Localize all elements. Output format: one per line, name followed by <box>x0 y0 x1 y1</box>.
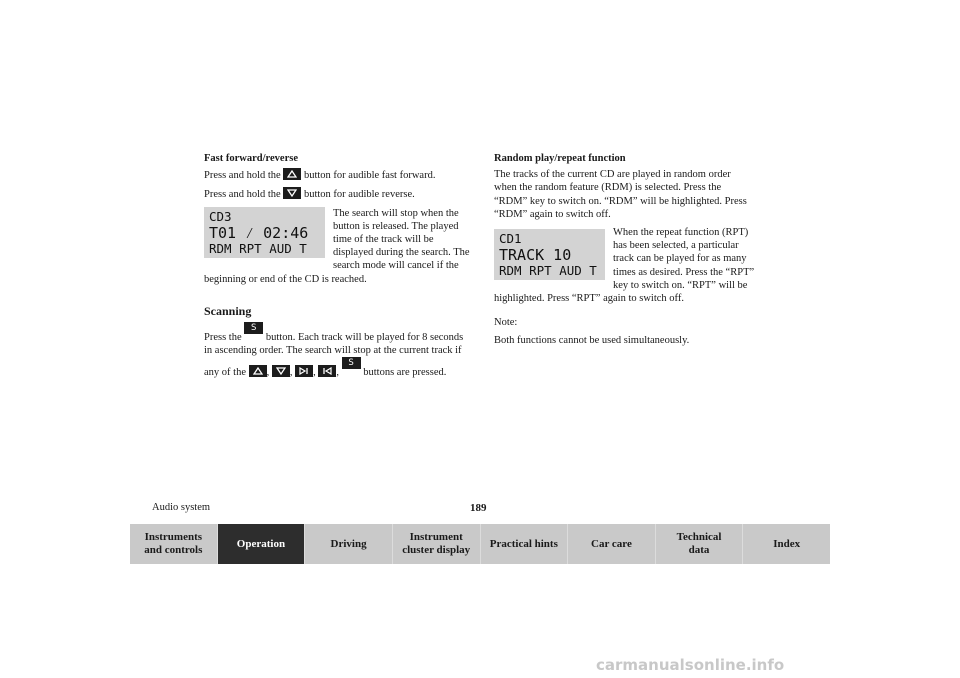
lcd-line-3: RDM RPT AUD T <box>209 240 307 256</box>
random-text: The tracks of the current CD are played in random order when the random feature (RDM) is selected. Press the “RDM” key to switch on. “RDM” will be highlighted. Press “RDM” again to switch off. <box>494 169 747 220</box>
down-arrow-icon <box>283 187 301 199</box>
note-text: Both functions cannot be used simultaneously. <box>494 335 690 347</box>
section-title: Audio system <box>152 502 211 513</box>
lcd-line-1: CD3 <box>209 208 232 224</box>
tab-index[interactable]: Index <box>743 524 830 564</box>
chapter-nav-bar <box>130 524 830 564</box>
up-arrow-icon <box>249 365 267 377</box>
heading-fast-forward: Fast forward/reverse <box>204 153 298 164</box>
note-label: Note: <box>494 317 518 329</box>
repeat-text: When the repeat function (RPT) has been selected, a particular track can be played for as many times as desired. Press the “RPT” key to switch on. “RPT” will be highlighted. Press “RPT” again to switch off. <box>494 227 755 305</box>
tab-technical-data[interactable]: Technical data <box>656 524 744 564</box>
tab-instrument-cluster-display[interactable]: Instrument cluster display <box>393 524 481 564</box>
tab-car-care[interactable]: Car care <box>568 524 656 564</box>
down-arrow-icon <box>272 365 290 377</box>
skip-back-icon <box>318 365 336 377</box>
fast-forward-text: Press and hold the button for audible fast forward. <box>204 170 436 182</box>
sc-button-icon: S C <box>342 357 361 369</box>
tab-practical-hints[interactable]: Practical hints <box>481 524 569 564</box>
tab-driving[interactable]: Driving <box>305 524 393 564</box>
left-column <box>204 152 470 385</box>
search-text: The search will stop when the button is released. The played time of the track will be displayed during the search. The search mode will cancel if the beginning or end of the CD is reached. <box>204 207 470 285</box>
lcd-display-cd3 <box>204 207 325 258</box>
watermark: carmanualsonline.info <box>596 656 785 674</box>
heading-scanning: Scanning <box>204 303 252 318</box>
sc-button-icon: S C <box>244 322 263 334</box>
heading-random-repeat: Random play/repeat function <box>494 153 626 164</box>
tab-operation[interactable]: Operation <box>218 524 306 564</box>
lcd-display-cd1 <box>494 229 605 280</box>
right-column <box>494 152 756 353</box>
skip-forward-icon <box>295 365 313 377</box>
lcd-line-1: CD1 <box>499 231 522 247</box>
page-number: 189 <box>470 502 487 514</box>
up-arrow-icon <box>283 168 301 180</box>
reverse-text: Press and hold the button for audible reverse. <box>204 189 415 201</box>
tab-instruments-controls[interactable]: Instruments and controls <box>130 524 218 564</box>
lcd-line-3: RDM RPT AUD T <box>499 263 597 279</box>
lcd-line-2: TRACK 10 <box>499 246 572 265</box>
lcd-line-2: T01 ⁄ 02:46 <box>209 223 309 242</box>
scanning-text: Press the S C button. Each track will be played for 8 seconds in ascending order. The search will stop at the current track if any of the , , , , S C buttons are pressed. <box>204 323 464 381</box>
